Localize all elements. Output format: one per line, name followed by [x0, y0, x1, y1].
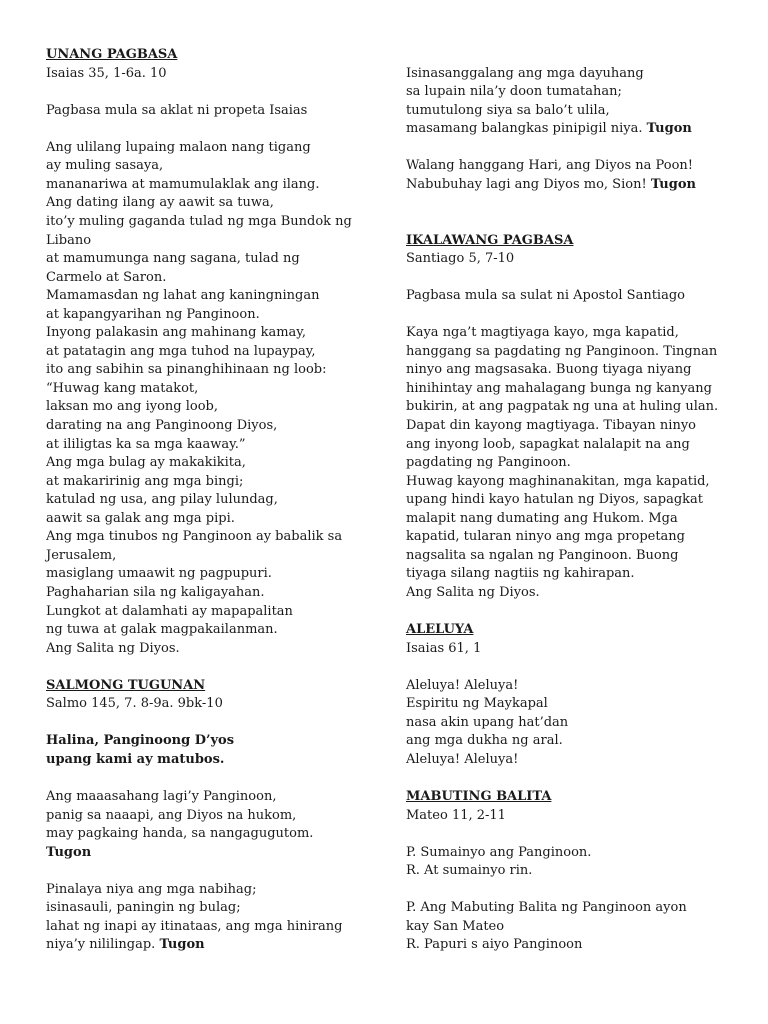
text-line [406, 714, 568, 732]
text-line [406, 918, 504, 936]
text-line [46, 194, 274, 212]
text-line [406, 83, 622, 101]
text-line [406, 324, 679, 342]
text-line [46, 436, 246, 454]
text-line [406, 677, 518, 695]
line-text: Lungkot at dalamhati ay mapapalitan [46, 603, 293, 619]
text-line [406, 899, 687, 917]
line-text: SALMONG TUGUNAN [46, 677, 206, 693]
line-text: Pagbasa mula sa aklat ni propeta Isaias [46, 102, 308, 118]
text-line [406, 584, 540, 602]
line-text: Isinasanggalang ang mga dayuhang [406, 65, 644, 81]
section-heading [46, 677, 205, 695]
text-line [406, 491, 703, 509]
text-line [406, 936, 582, 954]
line-text: Nabubuhay lagi ang Diyos mo, Sion! [406, 176, 647, 192]
text-line [46, 139, 311, 157]
line-text: Salmo 145, 7. 8-9a. 9bk-10 [46, 696, 223, 712]
text-line [406, 380, 712, 398]
line-text: Ang mga tinubos ng Panginoon ay babalik sa [46, 529, 343, 545]
text-line [46, 287, 319, 305]
line-text: ito’y muling gaganda tulad ng mga Bundok ng [46, 213, 352, 229]
line-text: Mamamasdan ng lahat ang kaningningan [46, 288, 320, 304]
text-line [406, 732, 563, 750]
section-heading [406, 621, 473, 639]
line-text: tiyaga silang nagtiis ng kahirapan. [406, 566, 635, 582]
line-text: at ililigtas ka sa mga kaaway.” [46, 436, 246, 452]
text-line [46, 881, 256, 899]
line-text: R. Papuri s aiyo Panginoon [406, 937, 583, 953]
text-line [46, 417, 277, 435]
text-line [406, 510, 678, 528]
line-text: Huwag kayong maghinanakitan, mga kapatid, [406, 473, 710, 489]
line-text: mananariwa at mamumulaklak ang ilang. [46, 176, 320, 192]
line-text: tumutulong siya sa balo’t ulila, [406, 102, 610, 118]
section-heading [46, 46, 177, 64]
line-text: Ang ulilang lupaing malaon nang tigang [46, 139, 311, 155]
text-line [46, 584, 265, 602]
text-line [46, 547, 116, 565]
line-text: kapatid, tularan ninyo ang mga propetang [406, 529, 686, 545]
text-line [406, 862, 532, 880]
text-line [46, 528, 342, 546]
line-text: Walang hanggang Hari, ang Diyos na Poon! [406, 158, 694, 174]
text-line [406, 751, 518, 769]
text-line [46, 398, 218, 416]
text-line [406, 176, 696, 194]
text-line [46, 640, 180, 658]
line-text: at makaririnig ang mga bingi; [46, 473, 244, 489]
line-text: laksan mo ang iyong loob, [46, 399, 218, 415]
line-text: Aleluya! Aleluya! [406, 751, 519, 767]
text-line [46, 213, 352, 231]
line-text: Jerusalem, [46, 547, 117, 563]
response-line [46, 844, 91, 862]
text-line [406, 547, 678, 565]
text-line [46, 695, 223, 713]
response-marker: Tugon [650, 176, 696, 192]
line-text: niya’y nililingap. [46, 937, 156, 953]
response-marker: Tugon [159, 937, 205, 953]
line-text: hinihintay ang mahalagang bunga ng kanyang [406, 380, 712, 396]
line-text: malapit nang dumating ang Hukom. Mga [406, 510, 678, 526]
text-line [406, 417, 696, 435]
section-heading [406, 788, 551, 806]
line-text: ng tuwa at galak magpakailanman. [46, 622, 278, 638]
text-line [46, 306, 260, 324]
line-text: panig sa naaapi, ang Diyos na hukom, [46, 807, 297, 823]
text-line [46, 807, 296, 825]
line-text: lahat ng inapi ay itinataas, ang mga hinirang [46, 918, 343, 934]
line-text: “Huwag kang matakot, [46, 380, 199, 396]
text-line [406, 695, 548, 713]
line-text: Espiritu ng Maykapal [406, 696, 548, 712]
line-text: MABUTING BALITA [406, 789, 552, 804]
line-text: UNANG PAGBASA [46, 47, 178, 62]
text-line [46, 324, 306, 342]
response-line [46, 732, 234, 750]
text-line [46, 250, 300, 268]
text-line [46, 621, 278, 639]
text-line [46, 473, 243, 491]
line-text: Paghaharian sila ng kaligayahan. [46, 584, 265, 600]
line-text: Halina, Panginoong D’yos [46, 733, 235, 749]
text-line [46, 176, 319, 194]
line-text: ay muling sasaya, [46, 158, 164, 174]
line-text: Ang Salita ng Diyos. [406, 584, 540, 600]
line-text: IKALAWANG PAGBASA [406, 232, 574, 248]
line-text: ALELUYA [406, 622, 474, 638]
line-text: upang kami ay matubos. [46, 751, 225, 767]
line-text: Ang dating ilang ay aawit sa tuwa, [46, 195, 274, 211]
line-text: ang mga dukha ng aral. [406, 733, 563, 749]
text-line [46, 361, 326, 379]
text-line [406, 120, 692, 138]
text-line [46, 157, 163, 175]
line-text: Kaya nga’t magtiyaga kayo, mga kapatid, [406, 325, 679, 341]
line-text: Isaias 35, 1-6a. 10 [46, 65, 167, 81]
response-marker: Tugon [646, 121, 692, 137]
text-line [46, 918, 343, 936]
line-text: ito ang sabihin sa pinanghihinaan ng loob: [46, 362, 327, 378]
text-line [46, 102, 307, 120]
text-line [46, 788, 276, 806]
text-line [46, 269, 166, 287]
line-text: upang hindi kayo hatulan ng Diyos, sapagkat [406, 492, 704, 508]
line-text: Ang mga bulag ay makakikita, [46, 455, 246, 471]
text-line [406, 640, 481, 658]
text-line [46, 899, 241, 917]
line-text: at patatagin ang mga tuhod na lupaypay, [46, 343, 316, 359]
text-line [406, 250, 514, 268]
text-line [46, 603, 293, 621]
line-text: ninyo ang magsasaka. Buong tiyaga niyang [406, 362, 692, 378]
line-text: Isaias 61, 1 [406, 640, 482, 656]
text-line [406, 565, 635, 583]
text-line [406, 473, 710, 491]
text-line [46, 454, 246, 472]
text-line [46, 565, 272, 583]
line-text: Carmelo at Saron. [46, 269, 167, 285]
text-line [46, 825, 313, 843]
line-text: P. Ang Mabuting Balita ng Panginoon ayon [406, 900, 687, 916]
line-text: at kapangyarihan ng Panginoon. [46, 306, 260, 322]
text-line [46, 65, 167, 83]
text-line [46, 380, 198, 398]
line-text: aawit sa galak ang mga pipi. [46, 510, 235, 526]
text-line [46, 232, 91, 250]
text-line [406, 528, 685, 546]
line-text: darating na ang Panginoong Diyos, [46, 418, 278, 433]
line-text: hanggang sa pagdating ng Panginoon. Tingnan [406, 343, 718, 359]
line-text: R. At sumainyo rin. [406, 863, 533, 879]
line-text: bukirin, at ang pagpatak ng una at huling ulan. [406, 399, 719, 415]
text-line [406, 287, 685, 305]
line-text: Santiago 5, 7-10 [406, 251, 515, 267]
line-text: ang inyong loob, sapagkat nalalapit na ang [406, 436, 690, 452]
line-text: P. Sumainyo ang Panginoon. [406, 844, 592, 860]
line-text: Inyong palakasin ang mahinang kamay, [46, 325, 307, 341]
text-line [406, 102, 610, 120]
text-line [46, 510, 235, 528]
line-text: may pagkaing handa, sa nangagugutom. [46, 826, 314, 842]
line-text: masamang balangkas pinipigil niya. [406, 121, 643, 137]
text-line [406, 844, 591, 862]
line-text: kay San Mateo [406, 918, 505, 934]
text-line [406, 807, 506, 825]
text-line [406, 454, 571, 472]
line-text: isinasauli, paningin ng bulag; [46, 900, 241, 916]
response-line [46, 751, 224, 769]
line-text: pagdating ng Panginoon. [406, 455, 571, 471]
line-text: Ang Salita ng Diyos. [46, 640, 180, 656]
text-line [406, 361, 692, 379]
line-text: nasa akin upang hat’dan [406, 714, 569, 730]
line-text: nagsalita sa ngalan ng Panginoon. Buong [406, 547, 679, 563]
text-line [406, 398, 718, 416]
line-text: Pagbasa mula sa sulat ni Apostol Santiago [406, 288, 685, 304]
text-line [46, 936, 205, 954]
line-text: Dapat din kayong magtiyaga. Tibayan ninyo [406, 418, 696, 433]
text-line [406, 436, 690, 454]
section-heading [406, 232, 573, 250]
line-text: Libano [46, 232, 92, 248]
text-line [406, 65, 644, 83]
line-text: Tugon [46, 844, 92, 860]
line-text: Ang maaasahang lagi’y Panginoon, [46, 789, 277, 804]
line-text: at mamumunga nang sagana, tulad ng [46, 251, 300, 267]
line-text: katulad ng usa, ang pilay lulundag, [46, 492, 278, 508]
text-line [406, 343, 717, 361]
text-line [46, 491, 278, 509]
line-text: masiglang umaawit ng pagpupuri. [46, 566, 272, 582]
line-text: sa lupain nila’y doon tumatahan; [406, 84, 622, 100]
text-line [46, 343, 316, 361]
line-text: Aleluya! Aleluya! [406, 677, 519, 693]
line-text: Mateo 11, 2-11 [406, 807, 506, 823]
text-line [406, 157, 693, 175]
line-text: Pinalaya niya ang mga nabihag; [46, 881, 257, 897]
